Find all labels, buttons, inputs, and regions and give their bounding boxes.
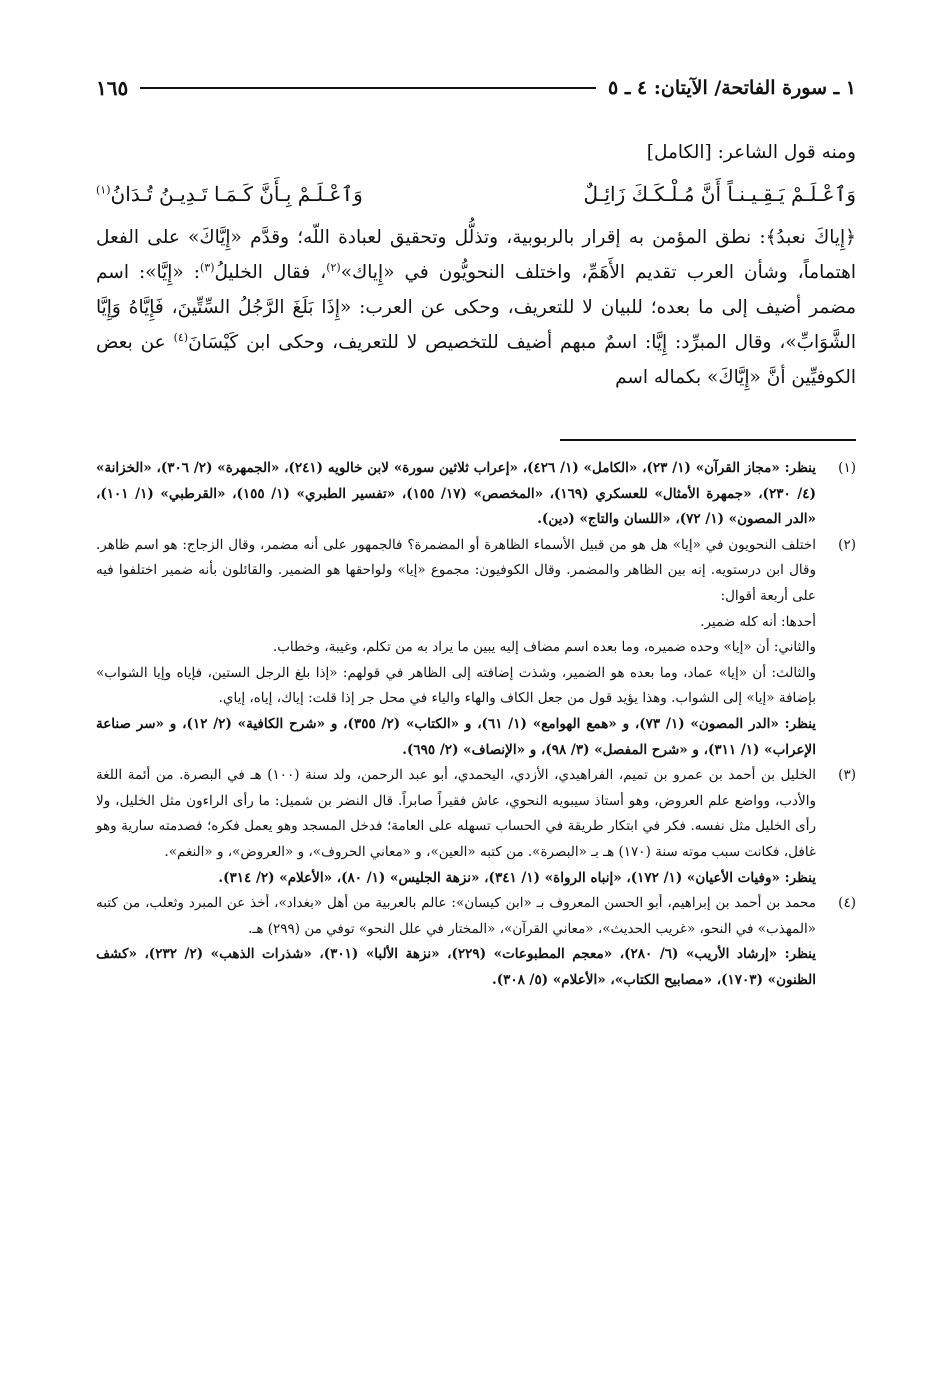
running-header — [96, 70, 856, 106]
footnote-number: (٢) — [838, 536, 856, 553]
footnote-line: والثاني: أن «إيا» وحده ضميره، وما بعده اسم مضاف إليه يبين ما يراد به من تكلم، وغيبة، وخطاب. — [272, 639, 816, 656]
footnote-line: اختلف النحويون في «إيا» هل هو من قبيل الأسماء الظاهرة أو المضمرة؟ فالجمهور على أنه مضمر، وقال الزجاج: هو اسم ظاهر. وقال ابن درستويه. إنه بين الظاهر والمضمر. وقال الكوفيون: مجموع «إيا» ولواحقها هو الضمير. والقائلون بأنه ضمير اختلفوا فيه على أربعة أقوال: — [96, 536, 816, 604]
footnote-body — [96, 456, 816, 533]
footnote-line: ينظر: «إرشاد الأريب» (٦/ ٢٨٠)، «معجم المطبوعات» (٢٢٩)، «نزهة الألبا» (٣٠١)، «شذرات الذهب» (٢/ ٢٣٢)، «كشف الظنون» (١٧٠٣)، «مصابيح الكتاب»، «الأعلام» (٥/ ٣٠٨). — [96, 946, 817, 988]
page-number: ١٦٥ — [96, 76, 129, 100]
header-rule — [140, 87, 596, 89]
para-text-b: ، فقال الخليلُ — [214, 262, 327, 283]
footnote-line: أحدها: أنه كله ضمير. — [700, 613, 816, 630]
para-text-d: عن بعض الكوفيِّين أنَّ «إِيَّاكَ» بكماله اسم — [96, 332, 856, 388]
footnote-line: ينظر: «مجاز القرآن» (١/ ٢٣)، «الكامل» (١/ ٤٢٦)، «إعراب ثلاثين سورة» لابن خالويه (٢٤١)، «الجمهرة» (٢/ ٣٠٦)، «الخزانة» (٤/ ٢٣٠)، «جمهرة الأمثال» للعسكري (١٦٩)، «المخصص» (١٧/ ١٥٥)، «تفسير الطبري» (١/ ١٥٥)، «القرطبي» (١/ ١٠١)، «الدر المصون» (١/ ٧٢)، «اللسان والتاج» (دين). — [96, 460, 816, 528]
footnote-ref-1[interactable]: (١) — [96, 183, 111, 197]
footnote-number: (٤) — [838, 895, 856, 912]
chapter-title: ١ ـ سورة الفاتحة/ الآيتان: ٤ ـ ٥ — [608, 77, 856, 99]
footnote-ref-3[interactable]: (٣) — [199, 260, 215, 274]
footnote-line: والثالث: أن «إيا» عماد، وما بعده هو الضمير، وشذت إضافته إلى الظاهر في قولهم: «إذا بلغ الرجل الستين، فإياه وإيا الشواب» بإضافة «إيا» إلى الشواب. وهذا يؤيد قول من جعل الكاف والهاء والياء في محل جر إذا قلت: إياك، إياه، إياي. — [96, 664, 816, 707]
poem-hemistich-left — [96, 172, 363, 216]
footnote-2 — [96, 533, 856, 763]
poem-verse — [96, 172, 856, 216]
footnote-line: محمد بن أحمد بن إبراهيم، أبو الحسن المعروف بـ «ابن كيسان»: عالم بالعربية من أهل «بغداد»، أخذ عن المبرد وثعلب، من كتبه «المهذب» في النحو، «غريب الحديث»، «معاني القرآن»، «المختار في علل النحو» توفي من (٢٩٩) هـ. — [96, 895, 816, 937]
footnote-body — [96, 891, 816, 993]
main-text — [96, 135, 856, 395]
footnote-line: ينظر: «وفيات الأعيان» (١/ ١٧٢)، «إنباه الرواة» (١/ ٣٤١)، «نزهة الجليس» (١/ ٨٠)، «الأعلام» (٢/ ٣١٤). — [218, 869, 816, 886]
book-page — [96, 0, 856, 1385]
footnote-separator — [560, 439, 856, 441]
poem-left-text: وَٱعْـلَـمْ بِـأَنَّ كَـمَـا تَـدِيـنُ تُـدَانُ — [110, 182, 363, 206]
poem-hemistich-right: وَٱعْـلَـمْ يَـقِـيـنـاً أَنَّ مُـلْـكَـكَ زَائِـلٌ — [583, 182, 856, 206]
para-text-c: : «إِيَّا»: اسم مضمر أضيف إلى ما بعده؛ للبيان لا للتعريف، وحكى عن العرب: «إِذَا بَلَغَ الرَّجُلُ السِّتِّينَ، فَإِيَّاهُ وَإِيَّا الشَّوَابِّ»، وقال المبرِّد: إِيَّا: اسمٌ مبهم أضيف للتخصيص لا للتعريف، وحكى ابن كَيْسَانَ — [96, 262, 857, 353]
footnote-1 — [96, 456, 856, 533]
footnote-4 — [96, 891, 856, 993]
footnote-body — [96, 763, 816, 891]
footnote-3 — [96, 763, 856, 891]
poem-intro: ومنه قول الشاعر: [الكامل] — [646, 142, 856, 163]
footnote-number: (١) — [838, 460, 856, 476]
footnote-line: ينظر: «الدر المصون» (١/ ٧٣)، و «همع الهوامع» (١/ ٦١)، و «الكتاب» (٢/ ٣٥٥)، و «شرح الكافية» (٢/ ١٢)، و «سر صناعة الإعراب» (١/ ٣١١)، و «شرح المفصل» (٣/ ٩٨)، و «الإنصاف» (٢/ ٦٩٥). — [96, 715, 817, 758]
para-text-a: ﴿إِياكَ نعبدُ﴾: نطق المؤمن به إقرار بالربوبية، وتذلُّل وتحقيق لعبادة اللّه؛ وقدَّم «إِيَّاكَ» على الفعل اهتماماً، وشأن العرب تقديم الأَهَمِّ، واختلف النحويُّون في «إِياك» — [96, 227, 856, 283]
footnotes — [96, 456, 856, 993]
footnote-body — [96, 533, 816, 763]
footnote-line: الخليل بن أحمد بن عمرو بن تميم، الفراهيدي، الأزدي، اليحمدي، أبو عبد الرحمن، ولد سنة (١٠٠) هـ في البصرة. من أئمة اللغة والأدب، وواضع علم العروض، وهو أستاذ سيبويه النحوي، عاش فقيراً صابراً. قال النضر بن شميل: ما رأى الراءون مثل الخليل، ولا رأى الخليل مثل نفسه. فكر في ابتكار طريقة في الحساب تسهله على العامة؛ فدخل المسجد وهو يعمل فكره؛ فصدمته سارية وهو غافل، فكانت سبب موته سنة (١٧٠) هـ بـ «البصرة». من كتبه «العين»، و «معاني الحروف»، و «العروض»، و «النغم». — [96, 767, 816, 860]
footnote-ref-2[interactable]: (٢) — [326, 260, 341, 274]
commentary-paragraph — [96, 220, 856, 395]
footnote-ref-4[interactable]: (٤) — [173, 330, 189, 344]
footnote-number: (٣) — [838, 767, 856, 784]
